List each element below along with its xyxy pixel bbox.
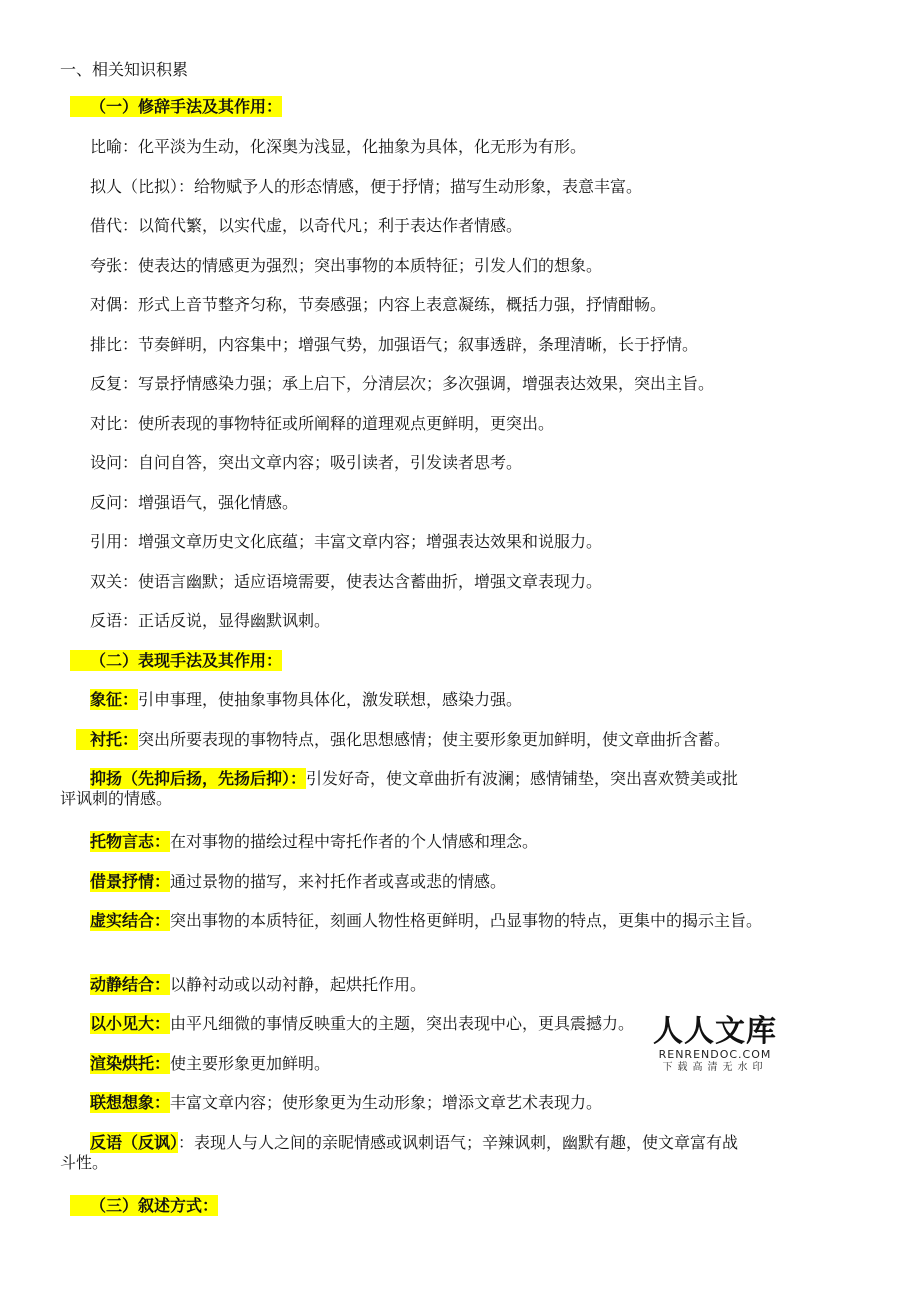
watermark-url: RENRENDOC.COM bbox=[658, 1048, 772, 1061]
section2-title-row bbox=[90, 651, 870, 671]
technique-term: 虚实结合： bbox=[90, 911, 171, 930]
technique-desc: 在对事物的描绘过程中寄托作者的个人情感和理念。 bbox=[170, 832, 539, 851]
technique-term: 抑扬（先抑后扬，先扬后抑）： bbox=[90, 769, 307, 788]
technique-desc: 引申事理，使抽象事物具体化，激发联想，感染力强。 bbox=[138, 690, 523, 709]
rhetoric-item: 设问：自问自答，突出文章内容；吸引读者，引发读者思考。 bbox=[90, 453, 523, 472]
technique-desc-continued: 评讽刺的情感。 bbox=[60, 789, 173, 808]
technique-term: 动静结合： bbox=[90, 975, 171, 994]
section2-title: （二）表现手法及其作用： bbox=[70, 650, 282, 671]
technique-term: 托物言志： bbox=[90, 832, 171, 851]
technique-item bbox=[90, 911, 870, 931]
rhetoric-item: 对比：使所表现的事物特征或所阐释的道理观点更鲜明，更突出。 bbox=[90, 414, 555, 433]
technique-term: 反语（反讽） bbox=[90, 1133, 179, 1152]
technique-desc: 突出所要表现的事物特点，强化思想感情；使主要形象更加鲜明，使文章曲折含蓄。 bbox=[138, 730, 731, 749]
watermark-tagline: 下载高清无水印 bbox=[662, 1062, 768, 1073]
rhetoric-item: 反问：增强语气，强化情感。 bbox=[90, 493, 299, 512]
technique-item bbox=[60, 1133, 870, 1173]
rhetoric-item: 引用：增强文章历史文化底蕴；丰富文章内容；增强表达效果和说服力。 bbox=[90, 532, 603, 551]
section-heading: 一、相关知识积累 bbox=[60, 60, 189, 79]
technique-item bbox=[60, 769, 870, 809]
rhetoric-item: 反语：正话反说，显得幽默讽刺。 bbox=[90, 611, 331, 630]
technique-term: 以小见大： bbox=[90, 1014, 171, 1033]
rhetoric-item: 双关：使语言幽默；适应语境需要，使表达含蓄曲折，增强文章表现力。 bbox=[90, 572, 603, 591]
rhetoric-item: 夸张：使表达的情感更为强烈；突出事物的本质特征；引发人们的想象。 bbox=[90, 256, 603, 275]
technique-item bbox=[90, 1093, 870, 1113]
rhetoric-item: 对偶：形式上音节整齐匀称，节奏感强；内容上表意凝练，概括力强，抒情酣畅。 bbox=[90, 295, 667, 314]
rhetoric-item: 反复：写景抒情感染力强；承上启下，分清层次；多次强调，增强表达效果，突出主旨。 bbox=[90, 374, 715, 393]
section1-title-row bbox=[90, 97, 870, 117]
technique-item bbox=[90, 872, 870, 892]
watermark-name: 人人文库 bbox=[653, 1014, 777, 1049]
technique-desc: 通过景物的描写，来衬托作者或喜或悲的情感。 bbox=[170, 872, 507, 891]
technique-desc: 由平凡细微的事情反映重大的主题，突出表现中心，更具震撼力。 bbox=[170, 1014, 635, 1033]
technique-desc-continued: 斗性。 bbox=[60, 1153, 109, 1172]
rhetoric-item: 排比：节奏鲜明，内容集中；增强气势，加强语气；叙事透辟，条理清晰，长于抒情。 bbox=[90, 335, 699, 354]
technique-term: 象征： bbox=[90, 690, 139, 709]
technique-term: 渲染烘托： bbox=[90, 1054, 171, 1073]
technique-desc: 引发好奇，使文章曲折有波澜；感情铺垫，突出喜欢赞美或批 bbox=[306, 769, 739, 788]
technique-item bbox=[90, 832, 870, 852]
section3-title-row bbox=[90, 1196, 870, 1216]
watermark-logo bbox=[650, 1016, 780, 1074]
section1-title: （一）修辞手法及其作用： bbox=[70, 96, 282, 117]
technique-desc: 以静衬动或以动衬静，起烘托作用。 bbox=[170, 975, 427, 994]
technique-term: 借景抒情： bbox=[90, 872, 171, 891]
technique-item bbox=[90, 690, 870, 710]
rhetoric-item: 比喻：化平淡为生动，化深奥为浅显，化抽象为具体，化无形为有形。 bbox=[90, 137, 587, 156]
technique-term: 联想想象： bbox=[90, 1093, 171, 1112]
technique-desc: 使主要形象更加鲜明。 bbox=[170, 1054, 331, 1073]
rhetoric-item: 借代：以简代繁，以实代虚，以奇代凡；利于表达作者情感。 bbox=[90, 216, 523, 235]
technique-item bbox=[90, 975, 870, 995]
technique-desc: 突出事物的本质特征，刻画人物性格更鲜明，凸显事物的特点，更集中的揭示主旨。 bbox=[170, 911, 763, 930]
section3-title: （三）叙述方式： bbox=[70, 1195, 218, 1216]
technique-item bbox=[90, 730, 870, 750]
technique-term: 衬托： bbox=[76, 729, 138, 750]
technique-desc: ：表现人与人之间的亲昵情感或讽刺语气；辛辣讽刺，幽默有趣，使文章富有战 bbox=[178, 1133, 739, 1152]
technique-desc: 丰富文章内容；使形象更为生动形象；增添文章艺术表现力。 bbox=[170, 1093, 603, 1112]
rhetoric-item: 拟人（比拟）：给物赋予人的形态情感，便于抒情；描写生动形象，表意丰富。 bbox=[90, 177, 643, 196]
